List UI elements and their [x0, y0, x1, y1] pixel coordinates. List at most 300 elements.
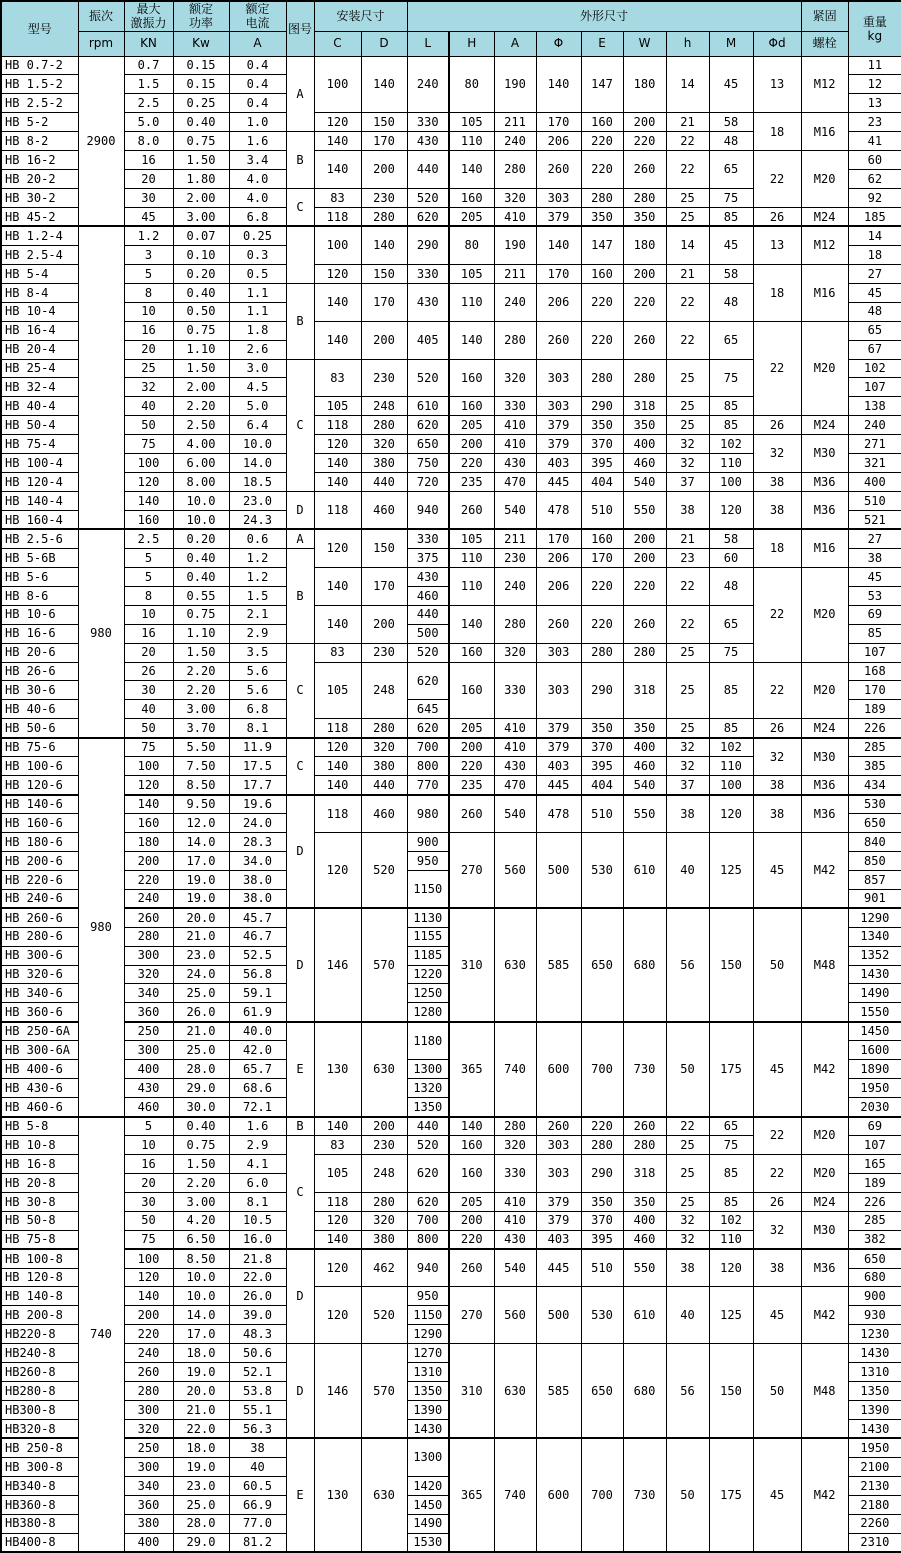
cell: M24: [801, 1192, 848, 1211]
cell: 410: [494, 208, 536, 227]
cell: 21: [666, 529, 709, 548]
cell: 24.0: [229, 814, 286, 833]
cell: 750: [407, 454, 449, 473]
cell: 520: [407, 643, 449, 662]
table-row: [1, 321, 901, 340]
header-row-units: [1, 31, 901, 56]
cell: 25: [666, 208, 709, 227]
cell: 190: [494, 56, 536, 113]
cell: 27: [848, 529, 901, 548]
cell: 5: [124, 548, 173, 567]
cell: 404: [581, 473, 623, 492]
cell: 470: [494, 776, 536, 795]
cell: 25: [666, 1154, 709, 1192]
cell: 80: [449, 56, 494, 113]
cell: 2900: [78, 56, 124, 226]
cell: 170: [536, 529, 581, 548]
cell: 630: [361, 1022, 407, 1117]
cell: C: [286, 189, 314, 227]
cell: 1130: [407, 908, 449, 927]
cell: 460: [124, 1098, 173, 1117]
model-cell: HB320-8: [1, 1420, 78, 1439]
cell: 30.0: [173, 1098, 229, 1117]
cell: 45: [848, 567, 901, 586]
cell: 110: [449, 548, 494, 567]
cell: 1450: [407, 1495, 449, 1514]
cell: 600: [536, 1438, 581, 1552]
cell: 445: [536, 1249, 581, 1287]
cell: 38: [848, 548, 901, 567]
cell: M24: [801, 208, 848, 227]
cell: 250: [124, 1022, 173, 1041]
cell: 102: [709, 435, 753, 454]
cell: 403: [536, 1230, 581, 1249]
cell: 1350: [407, 1382, 449, 1401]
cell: M24: [801, 416, 848, 435]
cell: 270: [449, 832, 494, 908]
cell: 29.0: [173, 1533, 229, 1552]
cell: 32: [666, 1230, 709, 1249]
cell: 20: [124, 1173, 173, 1192]
cell: 740: [78, 1117, 124, 1553]
cell: D: [286, 492, 314, 530]
cell: 10: [124, 302, 173, 321]
cell: 220: [449, 454, 494, 473]
cell: B: [286, 548, 314, 643]
cell: 118: [314, 492, 361, 530]
cell: 26.0: [229, 1287, 286, 1306]
table-row: [1, 1344, 901, 1363]
cell: 53: [848, 586, 901, 605]
model-cell: HB 120-6: [1, 776, 78, 795]
cell: 248: [361, 1154, 407, 1192]
cell: 26: [753, 416, 801, 435]
cell: 41: [848, 132, 901, 151]
cell: 50: [753, 1344, 801, 1439]
cell: 10.0: [173, 511, 229, 530]
cell: 650: [581, 908, 623, 1022]
cell: 2180: [848, 1495, 901, 1514]
cell: 45: [848, 283, 901, 302]
cell: 146: [314, 1344, 361, 1439]
header-rated-current-line2: 电流: [245, 16, 270, 31]
cell: 478: [536, 492, 581, 530]
cell: 410: [494, 416, 536, 435]
cell: 285: [848, 738, 901, 757]
cell: 38: [229, 1438, 286, 1457]
cell: 2130: [848, 1476, 901, 1495]
cell: 10: [124, 605, 173, 624]
cell: 430: [494, 454, 536, 473]
cell: 430: [407, 283, 449, 321]
cell: 206: [536, 548, 581, 567]
cell: 380: [361, 757, 407, 776]
cell: 0.15: [173, 56, 229, 75]
cell: 37: [666, 776, 709, 795]
model-cell: HB 20-4: [1, 340, 78, 359]
cell: 75: [709, 643, 753, 662]
cell: 100: [124, 1249, 173, 1268]
table-row: [1, 1117, 901, 1136]
cell: 740: [494, 1438, 536, 1552]
cell: D: [286, 1344, 314, 1439]
cell: 60.5: [229, 1476, 286, 1495]
cell: 360: [124, 1495, 173, 1514]
cell: 1.6: [229, 1117, 286, 1136]
cell: 125: [709, 832, 753, 908]
cell: 240: [848, 416, 901, 435]
cell: 170: [536, 113, 581, 132]
table-row: [1, 56, 901, 75]
header-model: 型号: [1, 1, 78, 56]
cell: 280: [581, 359, 623, 397]
cell: 380: [124, 1514, 173, 1533]
cell: 120: [124, 1268, 173, 1287]
cell: 220: [581, 132, 623, 151]
header-col-a: A: [494, 31, 536, 56]
cell: 26: [124, 662, 173, 681]
cell: 52.1: [229, 1363, 286, 1382]
cell: 200: [449, 738, 494, 757]
cell: 285: [848, 1211, 901, 1230]
cell: 510: [581, 795, 623, 833]
cell: 13: [848, 94, 901, 113]
cell: 2.50: [173, 416, 229, 435]
cell: 32: [124, 378, 173, 397]
cell: 26: [753, 719, 801, 738]
cell: M20: [801, 1154, 848, 1192]
cell: 0.5: [229, 264, 286, 283]
cell: 1530: [407, 1533, 449, 1552]
cell: 445: [536, 473, 581, 492]
cell: 395: [581, 454, 623, 473]
cell: 14.0: [173, 1306, 229, 1325]
cell: 0.75: [173, 132, 229, 151]
cell: 620: [407, 1154, 449, 1192]
cell: 2.00: [173, 189, 229, 208]
model-cell: HB 10-8: [1, 1135, 78, 1154]
table-row: [1, 208, 901, 227]
cell: 320: [494, 643, 536, 662]
cell: 400: [623, 1211, 666, 1230]
cell: 4.00: [173, 435, 229, 454]
cell: 610: [623, 832, 666, 908]
table-row: [1, 1192, 901, 1211]
header-col-c: C: [314, 31, 361, 56]
cell: 620: [407, 719, 449, 738]
cell: 462: [361, 1249, 407, 1287]
cell: 4.5: [229, 378, 286, 397]
cell: 521: [848, 511, 901, 530]
cell: 105: [449, 264, 494, 283]
cell: 630: [494, 1344, 536, 1439]
cell: 430: [494, 1230, 536, 1249]
cell: 340: [124, 1476, 173, 1495]
cell: 16: [124, 151, 173, 170]
cell: 230: [361, 359, 407, 397]
cell: 48.3: [229, 1325, 286, 1344]
cell: 1290: [407, 1325, 449, 1344]
cell: 230: [361, 643, 407, 662]
cell: 240: [124, 889, 173, 908]
cell: 0.15: [173, 75, 229, 94]
cell: 120: [314, 1211, 361, 1230]
model-cell: HB 20-2: [1, 170, 78, 189]
cell: 230: [494, 548, 536, 567]
cell: 220: [581, 567, 623, 605]
cell: 303: [536, 1135, 581, 1154]
cell: 20: [124, 170, 173, 189]
cell: 260: [536, 151, 581, 189]
cell: 38.0: [229, 870, 286, 889]
header-rated-power-line1: 额定: [188, 2, 213, 17]
cell: 510: [581, 492, 623, 530]
cell: 140: [536, 226, 581, 264]
cell: 120: [709, 1249, 753, 1287]
cell: 3.00: [173, 208, 229, 227]
cell: 26: [753, 208, 801, 227]
model-cell: HB340-8: [1, 1476, 78, 1495]
cell: 7.50: [173, 757, 229, 776]
cell: 110: [709, 454, 753, 473]
cell: 22.0: [229, 1268, 286, 1287]
cell: 25: [666, 719, 709, 738]
cell: 1310: [407, 1363, 449, 1382]
cell: 18.0: [173, 1438, 229, 1457]
cell: 39.0: [229, 1306, 286, 1325]
cell: 19.0: [173, 1457, 229, 1476]
cell: 380: [361, 454, 407, 473]
cell: 120: [314, 435, 361, 454]
cell: 160: [124, 814, 173, 833]
model-cell: HB 50-6: [1, 719, 78, 738]
cell: 3.70: [173, 719, 229, 738]
cell: 206: [536, 567, 581, 605]
table-row: [1, 1249, 901, 1268]
cell: 318: [623, 1154, 666, 1192]
cell: 320: [494, 1135, 536, 1154]
cell: C: [286, 738, 314, 795]
cell: 730: [623, 1022, 666, 1117]
cell: 260: [449, 795, 494, 833]
cell: 280: [581, 189, 623, 208]
cell: 220: [623, 132, 666, 151]
cell: 620: [407, 662, 449, 700]
cell: 120: [314, 738, 361, 757]
cell: 50.6: [229, 1344, 286, 1363]
cell: 18: [753, 264, 801, 321]
cell: 14.0: [173, 832, 229, 851]
cell: 500: [407, 624, 449, 643]
cell: 350: [623, 208, 666, 227]
cell: 68.6: [229, 1079, 286, 1098]
model-cell: HB 5-2: [1, 113, 78, 132]
cell: 77.0: [229, 1514, 286, 1533]
model-cell: HB 320-6: [1, 965, 78, 984]
cell: 280: [361, 208, 407, 227]
cell: 1420: [407, 1476, 449, 1495]
header-col-l: L: [407, 31, 449, 56]
cell: 1.5: [124, 75, 173, 94]
cell: 220: [581, 605, 623, 643]
cell: 120: [314, 113, 361, 132]
cell: 16: [124, 1154, 173, 1173]
cell: 400: [848, 473, 901, 492]
cell: 105: [449, 529, 494, 548]
cell: 120: [314, 1249, 361, 1287]
cell: E: [286, 1438, 314, 1552]
cell: 32: [666, 738, 709, 757]
cell: M42: [801, 1287, 848, 1344]
cell: 700: [407, 738, 449, 757]
cell: 740: [494, 1022, 536, 1117]
cell: 30: [124, 1192, 173, 1211]
table-row: [1, 264, 901, 283]
cell: 365: [449, 1022, 494, 1117]
cell: M42: [801, 1438, 848, 1552]
cell: 32: [666, 454, 709, 473]
cell: 140: [449, 605, 494, 643]
cell: 150: [709, 908, 753, 1022]
cell: 280: [361, 416, 407, 435]
cell: 650: [848, 814, 901, 833]
cell: 1.50: [173, 1154, 229, 1173]
cell: 75: [709, 359, 753, 397]
cell: 365: [449, 1438, 494, 1552]
cell: 0.07: [173, 226, 229, 245]
cell: 8.1: [229, 719, 286, 738]
model-cell: HB 140-8: [1, 1287, 78, 1306]
cell: 410: [494, 1211, 536, 1230]
cell: 53.8: [229, 1382, 286, 1401]
cell: 520: [407, 359, 449, 397]
model-cell: HB 1.2-4: [1, 226, 78, 245]
table-row: [1, 151, 901, 170]
cell: 170: [361, 567, 407, 605]
cell: 1.1: [229, 283, 286, 302]
cell: 120: [314, 264, 361, 283]
cell: 10.0: [173, 492, 229, 511]
cell: 140: [314, 283, 361, 321]
cell: 170: [581, 548, 623, 567]
cell: 280: [361, 719, 407, 738]
cell: 45: [753, 1438, 801, 1552]
cell: 14: [666, 56, 709, 113]
cell: 150: [361, 529, 407, 567]
cell: 2.20: [173, 662, 229, 681]
cell: 170: [536, 264, 581, 283]
cell: 20.0: [173, 1382, 229, 1401]
cell: 3.5: [229, 643, 286, 662]
cell: 160: [581, 113, 623, 132]
cell: 280: [623, 189, 666, 208]
cell: 330: [407, 529, 449, 548]
cell: 235: [449, 776, 494, 795]
cell: 200: [361, 605, 407, 643]
cell: 220: [124, 1325, 173, 1344]
cell: 280: [124, 1382, 173, 1401]
cell: 1230: [848, 1325, 901, 1344]
table-row: [1, 738, 901, 757]
cell: 107: [848, 378, 901, 397]
model-cell: HB 100-4: [1, 454, 78, 473]
cell: M16: [801, 113, 848, 151]
model-cell: HB 280-6: [1, 927, 78, 946]
cell: 75: [124, 1230, 173, 1249]
cell: 200: [623, 264, 666, 283]
cell: 650: [407, 435, 449, 454]
cell: A: [286, 529, 314, 548]
cell: 118: [314, 719, 361, 738]
cell: 22: [666, 283, 709, 321]
cell: 19.0: [173, 889, 229, 908]
cell: 40: [666, 1287, 709, 1344]
cell: 350: [623, 719, 666, 738]
cell: 400: [623, 738, 666, 757]
cell: 60: [709, 548, 753, 567]
cell: 478: [536, 795, 581, 833]
cell: 380: [361, 1230, 407, 1249]
cell: 303: [536, 1154, 581, 1192]
cell: 5.6: [229, 681, 286, 700]
cell: 22: [666, 567, 709, 605]
cell: 160: [449, 189, 494, 208]
cell: 1.50: [173, 359, 229, 378]
cell: 140: [314, 1230, 361, 1249]
cell: M42: [801, 1022, 848, 1117]
model-cell: HB 100-8: [1, 1249, 78, 1268]
cell: 18: [753, 113, 801, 151]
cell: 85: [709, 1154, 753, 1192]
cell: 0.50: [173, 302, 229, 321]
table-row: [1, 719, 901, 738]
cell: 2.9: [229, 1135, 286, 1154]
cell: 12: [848, 75, 901, 94]
model-cell: HB 180-6: [1, 832, 78, 851]
cell: 320: [494, 189, 536, 208]
cell: 370: [581, 1211, 623, 1230]
model-cell: HB 140-6: [1, 795, 78, 814]
cell: B: [286, 1117, 314, 1136]
header-outline-dims: 外形尺寸: [407, 1, 801, 31]
cell: 320: [361, 435, 407, 454]
cell: 61.9: [229, 1003, 286, 1022]
cell: 52.5: [229, 946, 286, 965]
cell: 220: [449, 1230, 494, 1249]
cell: 5: [124, 264, 173, 283]
cell: 38: [753, 492, 801, 530]
model-cell: HB 40-6: [1, 700, 78, 719]
cell: 2030: [848, 1098, 901, 1117]
model-cell: HB 200-6: [1, 851, 78, 870]
cell: 400: [124, 1533, 173, 1552]
cell: 280: [581, 643, 623, 662]
cell: 403: [536, 454, 581, 473]
header-col-bolt: 螺栓: [801, 31, 848, 56]
cell: 370: [581, 738, 623, 757]
cell: 200: [124, 851, 173, 870]
cell: 140: [314, 151, 361, 189]
cell: 22: [753, 1117, 801, 1155]
cell: 25: [666, 359, 709, 397]
cell: 940: [407, 492, 449, 530]
cell: 280: [494, 151, 536, 189]
cell: 6.50: [173, 1230, 229, 1249]
cell: 9.50: [173, 795, 229, 814]
cell: 460: [623, 1230, 666, 1249]
cell: 610: [407, 397, 449, 416]
cell: 900: [848, 1287, 901, 1306]
